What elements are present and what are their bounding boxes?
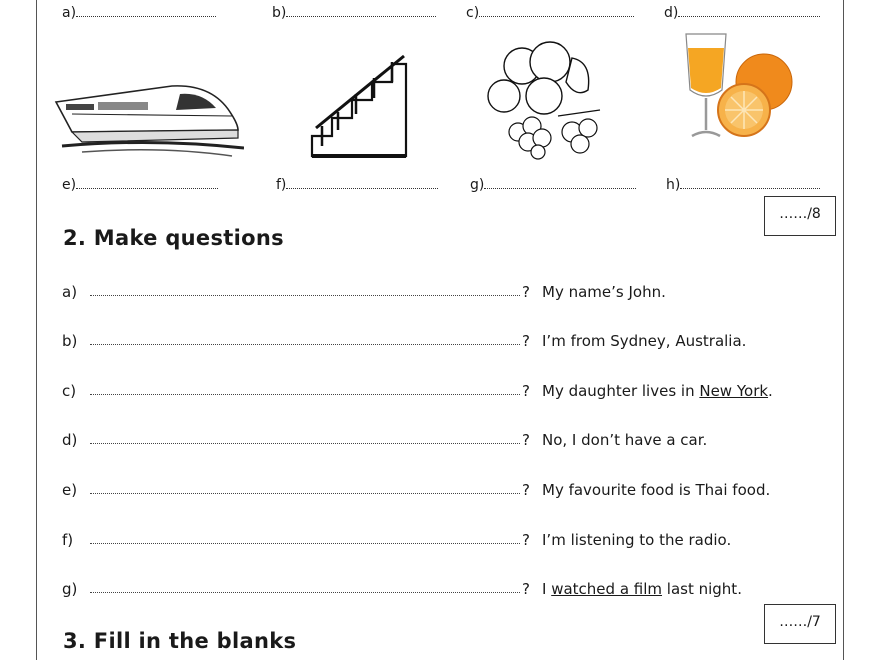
question-letter: f) [62,531,74,549]
answer-line[interactable] [286,4,436,17]
question-mark: ? [522,431,530,449]
question-letter: b) [62,332,78,350]
vocab-label-e: e) [62,176,218,194]
question-answer-text: No, I don’t have a car. [542,431,708,449]
answer-line[interactable] [76,176,218,189]
train-icon [52,72,244,166]
question-answer-line[interactable] [90,394,520,395]
question-mark: ? [522,382,530,400]
vocab-label-d: d) [664,4,820,22]
question-answer-text: My name’s John. [542,283,666,301]
section-title-make-questions: 2. Make questions [63,226,284,250]
question-row [62,479,842,501]
vocab-label-c: c) [466,4,634,22]
question-answer-text: My daughter lives in New York. [542,382,773,400]
question-letter: d) [62,431,78,449]
answer-line[interactable] [484,176,636,189]
vocab-label-h: h) [666,176,820,194]
page-border-right [843,0,844,660]
question-answer-line[interactable] [90,592,520,593]
question-answer-line[interactable] [90,443,520,444]
question-row [62,578,842,600]
question-mark: ? [522,283,530,301]
orange-juice-icon [676,30,794,150]
question-letter: a) [62,283,78,301]
vocab-label-f: f) [276,176,438,194]
answer-line[interactable] [286,176,438,189]
question-answer-text: My favourite food is Thai food. [542,481,771,499]
question-mark: ? [522,332,530,350]
question-answer-line[interactable] [90,543,520,544]
question-row [62,429,842,451]
answer-line[interactable] [680,176,820,189]
vocab-label-a: a) [62,4,216,22]
stairs-icon [308,50,410,166]
answer-line[interactable] [678,4,820,17]
question-row [62,380,842,402]
question-answer-text: I watched a film last night. [542,580,742,598]
answer-line[interactable] [479,4,634,17]
question-row [62,281,842,303]
vocab-label-g: g) [470,176,636,194]
question-mark: ? [522,481,530,499]
score-box-vocab: ……/8 [764,196,836,236]
question-answer-text: I’m from Sydney, Australia. [542,332,747,350]
question-answer-line[interactable] [90,344,520,345]
question-row [62,330,842,352]
question-letter: g) [62,580,78,598]
question-letter: e) [62,481,78,499]
question-row [62,529,842,551]
vocab-label-b: b) [272,4,436,22]
question-mark: ? [522,531,530,549]
answer-line[interactable] [76,4,216,17]
score-box-questions: ……/7 [764,604,836,644]
question-letter: c) [62,382,77,400]
section-title-fill-blanks: 3. Fill in the blanks [63,629,297,653]
page-border-left [36,0,37,660]
question-answer-line[interactable] [90,295,520,296]
fruit-icon [484,36,608,164]
question-mark: ? [522,580,530,598]
question-answer-line[interactable] [90,493,520,494]
question-answer-text: I’m listening to the radio. [542,531,732,549]
